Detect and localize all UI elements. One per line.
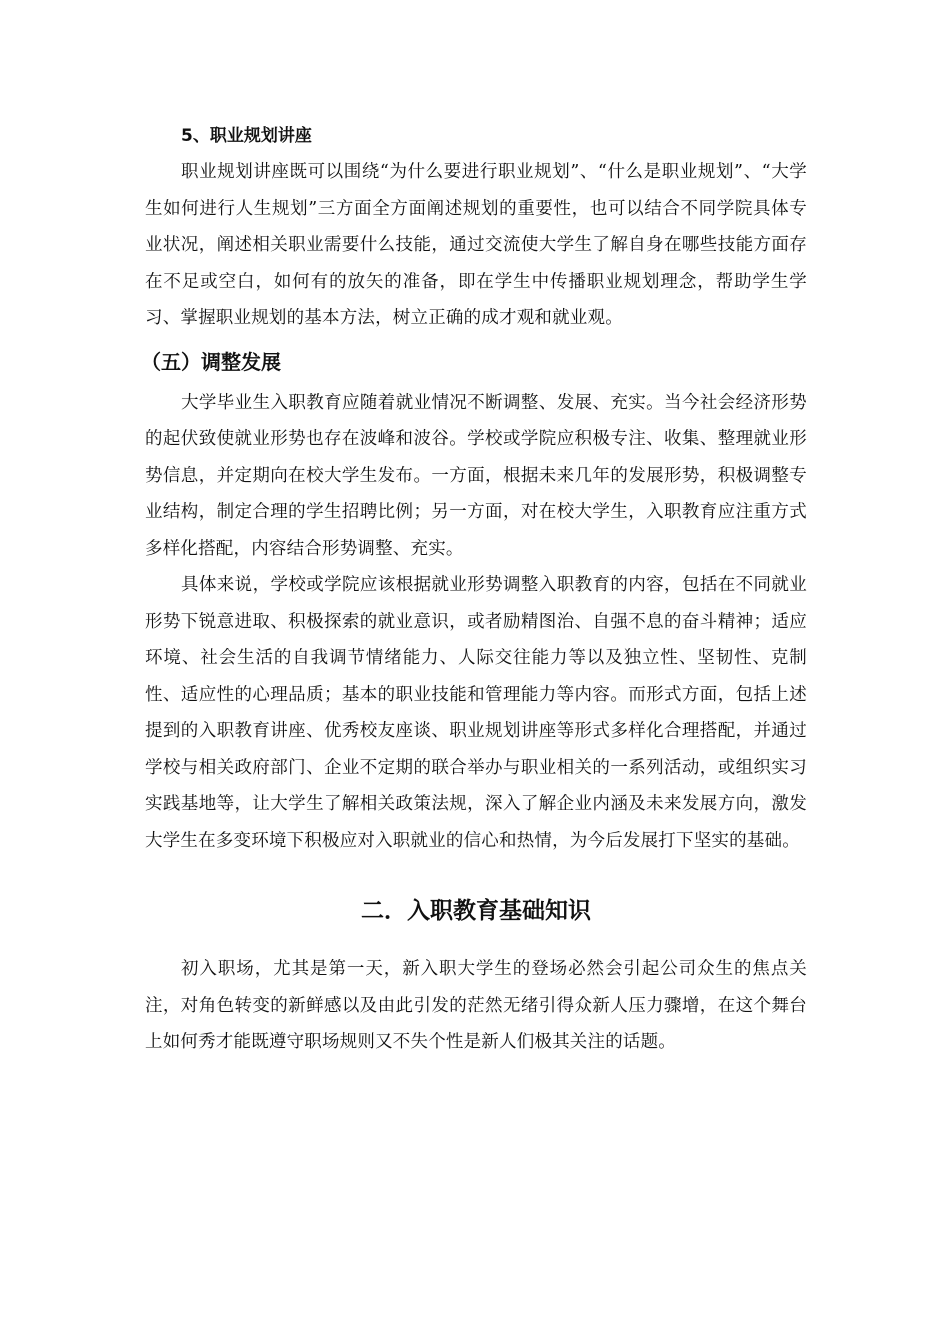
chapter-paragraph: 初入职场，尤其是第一天，新入职大学生的登场必然会引起公司众生的焦点关注，对角色转变的新鲜感以及由此引发的茫然无绪引得众新人压力骤增，在这个舞台上如何秀才能既遵守职场规则又不失个性是新人们极其关注的话题。 — [145, 959, 807, 1052]
document-page — [141, 118, 807, 1061]
chapter-title: 二．入职教育基础知识 — [361, 898, 591, 924]
subsection-paragraph: 职业规划讲座既可以围绕“为什么要进行职业规划”、“什么是职业规划”、“大学生如何进行人生规划”三方面全方面阐述规划的重要性，也可以结合不同学院具体专业状况，阐述相关职业需要什么技能，通过交流使大学生了解自身在哪些技能方面存在不足或空白，如何有的放矢的准备，即在学生中传播职业规划理念，帮助学生学习、掌握职业规划的基本方法，树立正确的成才观和就业观。 — [145, 162, 807, 328]
section-paragraph-1: 大学毕业生入职教育应随着就业情况不断调整、发展、充实。当今社会经济形势的起伏致使就业形势也存在波峰和波谷。学校或学院应积极专注、收集、整理就业形势信息，并定期向在校大学生发布。一方面，根据未来几年的发展形势，积极调整专业结构，制定合理的学生招聘比例；另一方面，对在校大学生，入职教育应注重方式多样化搭配，内容结合形势调整、充实。 — [145, 392, 807, 559]
subsection-title: 5、职业规划讲座 — [181, 126, 312, 146]
section-title: （五）调整发展 — [141, 349, 281, 374]
section-paragraph-2: 具体来说，学校或学院应该根据就业形势调整入职教育的内容，包括在不同就业形势下锐意进取、积极探索的就业意识，或者励精图治、自强不息的奋斗精神；适应环境、社会生活的自我调节情绪能力、人际交往能力等以及独立性、坚韧性、克制性、适应性的心理品质；基本的职业技能和管理能力等内容。而形式方面，包括上述提到的入职教育讲座、优秀校友座谈、职业规划讲座等形式多样化合理搭配，并通过学校与相关政府部门、企业不定期的联合举办与职业相关的一系列活动，或组织实习实践基地等，让大学生了解相关政策法规，深入了解企业内涵及未来发展方向，激发大学生在多变环境下积极应对入职就业的信心和热情，为今后发展打下坚实的基础。 — [145, 575, 807, 851]
